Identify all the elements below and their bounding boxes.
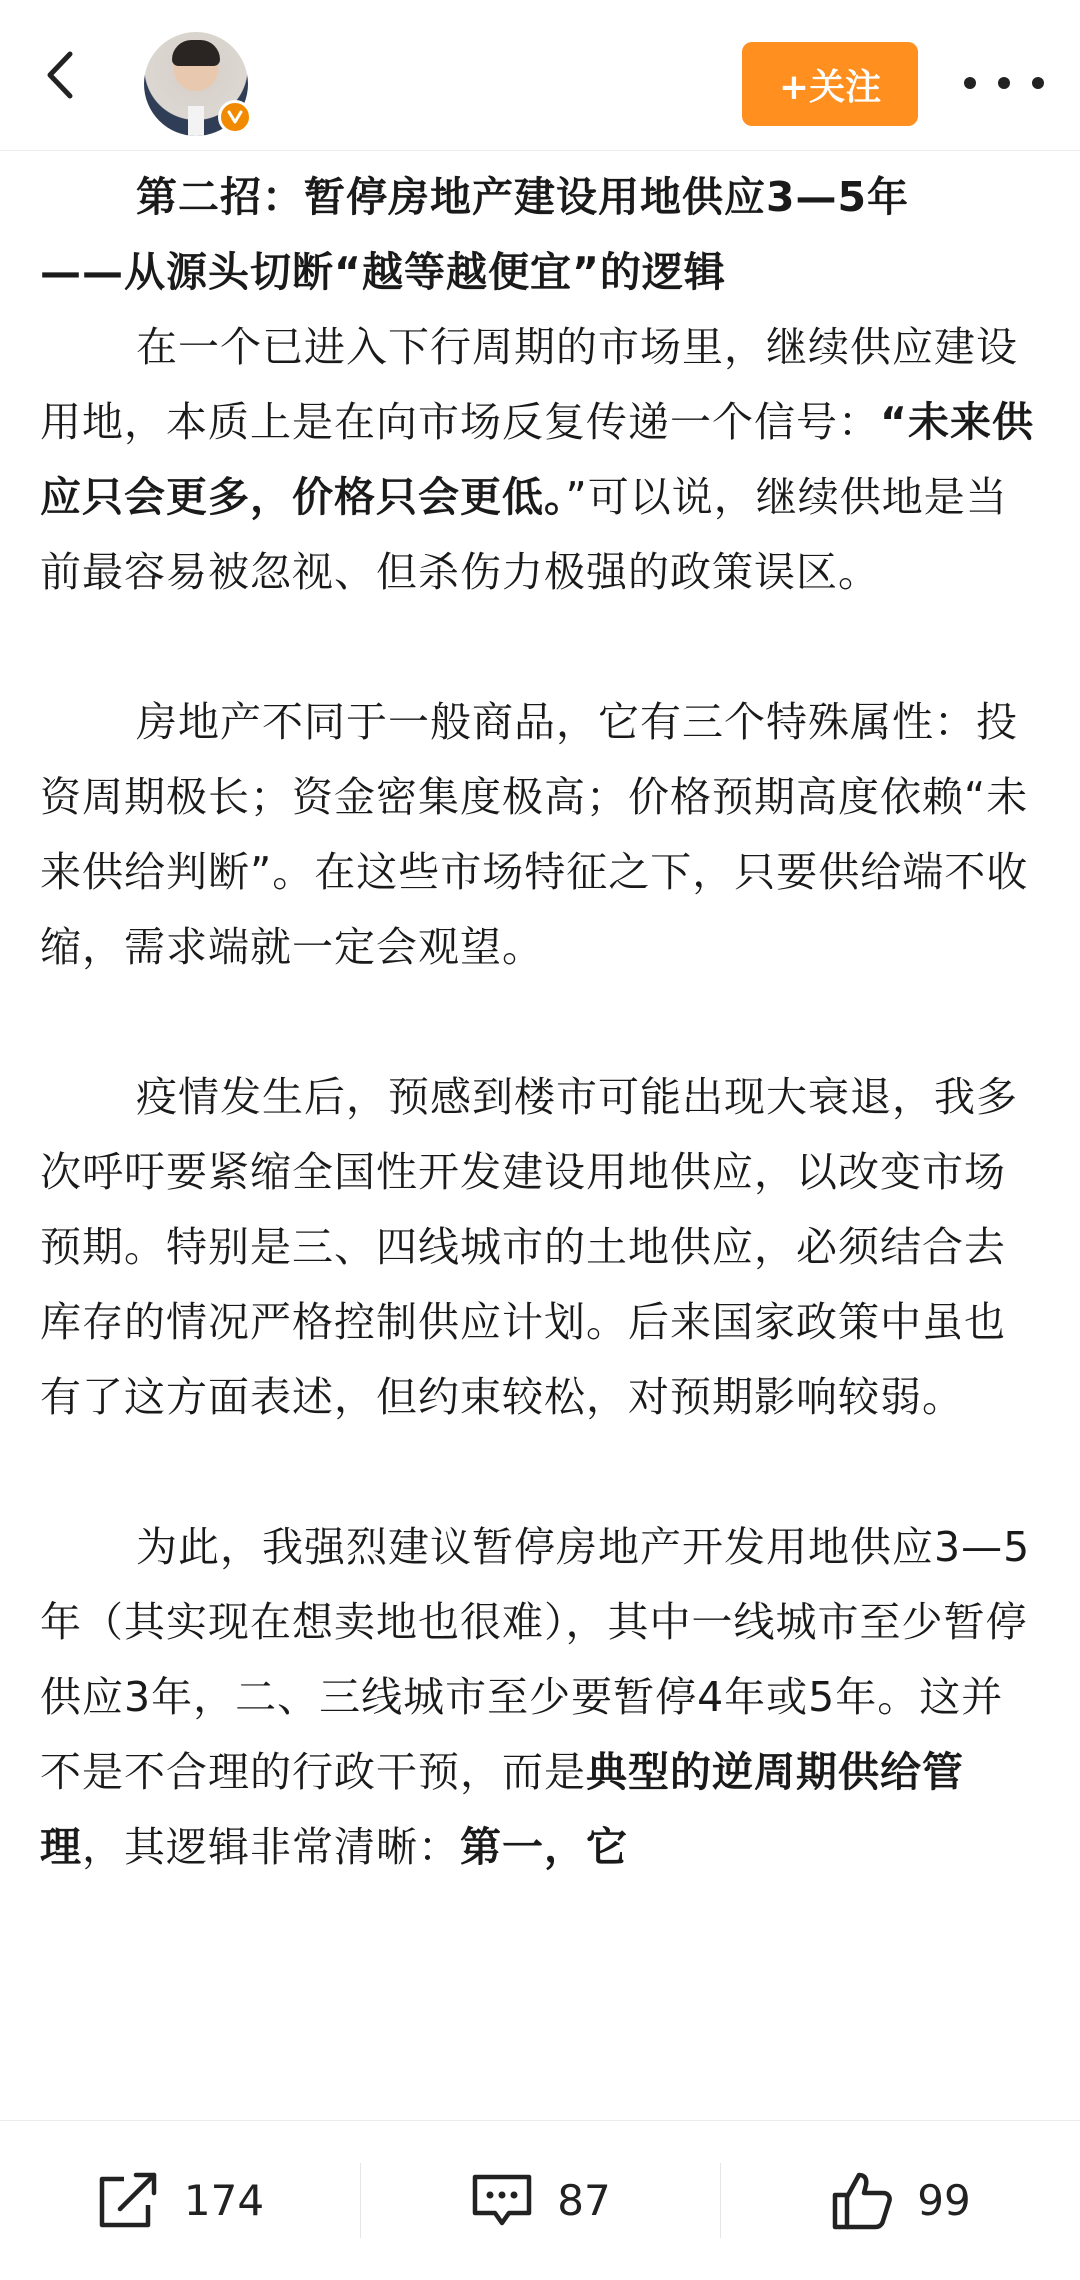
back-button[interactable] — [28, 38, 92, 112]
more-dot-icon — [964, 77, 976, 89]
paragraph-1-bold: “未来供应只会更多，价格只会更低。 — [40, 398, 1034, 521]
share-icon — [96, 2171, 162, 2231]
avatar-hair — [172, 40, 220, 66]
paragraph-1-text-b: ”可以说，继续供地是当前最容易被忽视、但杀伤力极强的政策误区。 — [40, 473, 1008, 596]
top-bar — [0, 0, 1080, 151]
article-title-line-1: 第二招：暂停房地产建设用地供应3—5年 — [136, 173, 910, 221]
article-title-line-2: ——从源头切断“越等越便宜”的逻辑 — [40, 248, 726, 296]
more-dot-icon — [1032, 77, 1044, 89]
paragraph-4 — [40, 1510, 1040, 1885]
follow-button[interactable]: +关注 — [742, 42, 918, 126]
paragraph-1-text-a: 在一个已进入下行周期的市场里，继续供应建设用地，本质上是在向市场反复传递一个信号： — [40, 323, 1018, 446]
paragraph-gap — [40, 610, 1040, 685]
back-arrow-icon — [46, 50, 74, 100]
paragraph-gap — [40, 1435, 1040, 1510]
comment-button[interactable] — [360, 2121, 720, 2280]
article-body — [40, 160, 1040, 2110]
paragraph-4-bold-2: 第一，它 — [460, 1823, 628, 1871]
paragraph-gap — [40, 985, 1040, 1060]
verified-badge-icon — [218, 100, 252, 134]
like-button[interactable] — [720, 2121, 1080, 2280]
share-button[interactable] — [0, 2121, 360, 2280]
share-count: 174 — [183, 2176, 265, 2225]
comment-count: 87 — [557, 2176, 611, 2225]
paragraph-4-text-b: ，其逻辑非常清晰： — [82, 1823, 460, 1871]
more-options-button[interactable] — [964, 60, 1044, 106]
paragraph-4-text-a: 为此，我强烈建议暂停房地产开发用地供应3—5年（其实现在想卖地也很难），其中一线城市至少暂停供应3年，二、三线城市至少要暂停4年或5年。这并不是不合理的行政干预，而是 — [40, 1523, 1031, 1796]
paragraph-1 — [40, 310, 1040, 610]
more-dot-icon — [998, 77, 1010, 89]
thumbs-up-icon — [829, 2169, 895, 2233]
author-avatar-button[interactable] — [144, 32, 248, 136]
paragraph-3: 疫情发生后，预感到楼市可能出现大衰退，我多次呼吁要紧缩全国性开发建设用地供应，以改变市场预期。特别是三、四线城市的土地供应，必须结合去库存的情况严格控制供应计划。后来国家政策中虽也有了这方面表述，但约束较松，对预期影响较弱。 — [40, 1073, 1018, 1421]
paragraph-4-bold: 典型的逆周期供给管理 — [40, 1748, 964, 1871]
like-count: 99 — [917, 2176, 971, 2225]
avatar-shirt — [188, 106, 204, 136]
bottom-action-bar — [0, 2120, 1080, 2280]
comment-icon — [469, 2171, 535, 2231]
paragraph-2: 房地产不同于一般商品，它有三个特殊属性：投资周期极长；资金密集度极高；价格预期高度依赖“未来供给判断”。在这些市场特征之下，只要供给端不收缩，需求端就一定会观望。 — [40, 698, 1029, 971]
